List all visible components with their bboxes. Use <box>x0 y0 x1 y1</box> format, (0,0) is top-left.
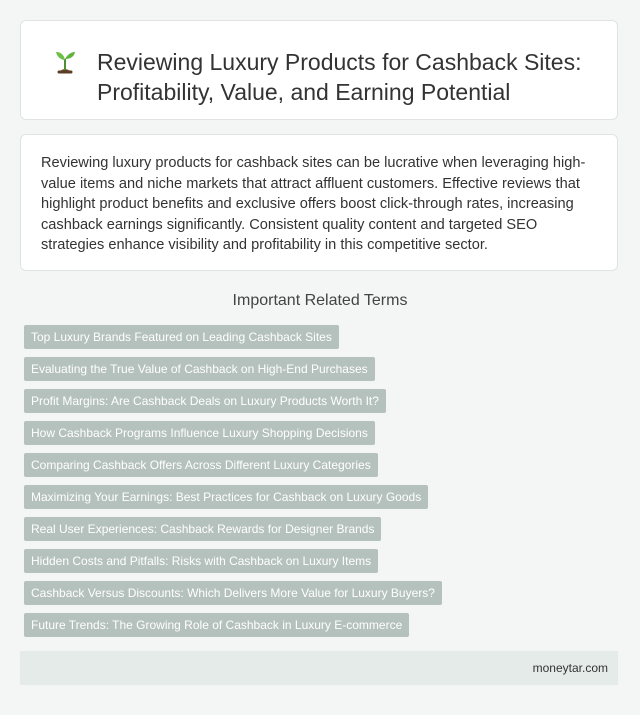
footer-site-name[interactable]: moneytar.com <box>532 661 608 675</box>
title-card <box>20 20 618 120</box>
intro-paragraph: Reviewing luxury products for cashback sites can be lucrative when leveraging high-value items and niche markets that attract affluent customers. Effective reviews that highlight product benefits and exclusive offers boost click-through rates, increasing cashback earnings significantly. Consistent quality content and targeted SEO strategies enhance visibility and profitability in this competitive sector. <box>41 155 586 254</box>
related-term-tag[interactable]: Cashback Versus Discounts: Which Delivers More Value for Luxury Buyers? <box>24 581 442 605</box>
related-terms-list <box>24 325 624 645</box>
related-term-tag[interactable]: Top Luxury Brands Featured on Leading Cashback Sites <box>24 325 339 349</box>
related-terms-heading: Important Related Terms <box>232 292 408 309</box>
page-title: Reviewing Luxury Products for Cashback Sites: Profitability, Value, and Earning Potential <box>97 49 582 105</box>
related-term-tag[interactable]: Comparing Cashback Offers Across Different Luxury Categories <box>24 453 378 477</box>
footer <box>20 651 618 685</box>
seedling-icon <box>51 47 79 75</box>
related-term-tag[interactable]: Real User Experiences: Cashback Rewards for Designer Brands <box>24 517 381 541</box>
intro-card <box>20 134 618 271</box>
related-term-tag[interactable]: Future Trends: The Growing Role of Cashback in Luxury E-commerce <box>24 613 409 637</box>
related-term-tag[interactable]: How Cashback Programs Influence Luxury Shopping Decisions <box>24 421 375 445</box>
related-term-tag[interactable]: Evaluating the True Value of Cashback on High-End Purchases <box>24 357 375 381</box>
related-term-tag[interactable]: Hidden Costs and Pitfalls: Risks with Cashback on Luxury Items <box>24 549 378 573</box>
related-term-tag[interactable]: Profit Margins: Are Cashback Deals on Luxury Products Worth It? <box>24 389 386 413</box>
related-term-tag[interactable]: Maximizing Your Earnings: Best Practices for Cashback on Luxury Goods <box>24 485 428 509</box>
